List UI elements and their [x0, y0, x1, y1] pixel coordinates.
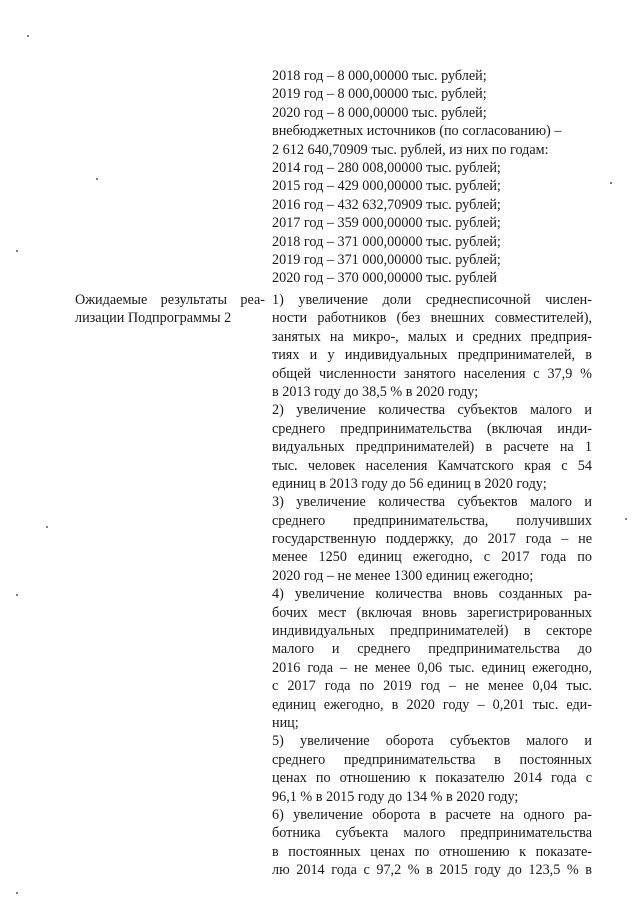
funding-line-line: 2018 год – 371 000,00000 тыс. рублей; — [272, 233, 501, 250]
result-line-line: 3) увеличение количества субъектов малого и — [272, 494, 592, 511]
scan-speck — [16, 892, 18, 894]
funding-line-line: 2016 год – 432 632,70909 тыс. рублей; — [272, 196, 501, 213]
result-line-line: тыс. человек населения Камчатского края с 54 — [272, 457, 592, 474]
funding-line-line: 2017 год – 359 000,00000 тыс. рублей; — [272, 215, 501, 232]
result-line-line: 96,1 % в 2015 году до 134 % в 2020 году; — [272, 788, 519, 805]
scan-speck — [625, 518, 627, 520]
result-line-line: 2) увеличение количества субъектов малого и — [272, 402, 592, 419]
scan-speck — [16, 594, 18, 596]
result-line-line: 2020 год – не менее 1300 единиц ежегодно; — [272, 567, 534, 584]
scan-speck — [610, 182, 612, 184]
scan-speck — [27, 35, 29, 37]
result-line-line: в 2013 году до 38,5 % в 2020 году; — [272, 383, 479, 400]
result-line-line: малого и среднего предпринимательства до — [272, 641, 592, 658]
result-line-line: государственную поддержку, до 2017 года – не — [272, 531, 592, 548]
result-line-line: среднего предпринимательства в постоянных — [272, 751, 592, 768]
funding-line-line: 2020 год – 8 000,00000 тыс. рублей; — [272, 104, 487, 121]
funding-line-line: 2020 год – 370 000,00000 тыс. рублей — [272, 270, 497, 287]
result-line-line: занятых на микро-, малых и средних предприя- — [272, 328, 592, 345]
result-line-line: единиц ежегодно, в 2020 году – 0,201 тыс. еди- — [272, 696, 592, 713]
result-line-line: общей численности занятого населения с 37,9 % — [272, 365, 592, 382]
result-line-line: 4) увеличение количества вновь созданных ра- — [272, 586, 592, 603]
result-line-line: менее 1250 единиц ежегодно, с 2017 года по — [272, 549, 592, 566]
result-line-line: среднего предпринимательства (включая инди- — [272, 420, 592, 437]
funding-sources-block — [272, 67, 592, 288]
result-line-line: 2016 года – не менее 0,06 тыс. единиц ежегодно, — [272, 659, 592, 676]
expected-results-block — [272, 291, 592, 880]
result-line-line: бочих мест (включая вновь зарегистрированных — [272, 604, 592, 621]
result-line-line: с 2017 года по 2019 год – не менее 0,04 тыс. — [272, 678, 592, 695]
result-line-line: ценах по отношению к показателю 2014 года с — [272, 770, 592, 787]
scan-speck — [46, 526, 48, 528]
scan-speck — [16, 250, 18, 252]
funding-line-line: 2014 год – 280 008,00000 тыс. рублей; — [272, 159, 501, 176]
result-line-line: 5) увеличение оборота субъектов малого и — [272, 733, 592, 750]
funding-line-line: 2015 год – 429 000,00000 тыс. рублей; — [272, 178, 501, 195]
result-line-line: ности работников (без внешних совместителей), — [272, 310, 592, 327]
result-line-line: 6) увеличение оборота в расчете на одного ра- — [272, 806, 592, 823]
result-line-line: лю 2014 года с 97,2 % в 2015 году до 123,5 % в — [272, 862, 592, 879]
section-label — [75, 291, 265, 328]
funding-line-line: 2 612 640,70909 тыс. рублей, из них по годам: — [272, 141, 549, 158]
result-line-line: единиц в 2013 году до 56 единиц в 2020 году; — [272, 475, 547, 492]
scan-speck — [96, 178, 98, 180]
result-line-line: ниц; — [272, 714, 299, 731]
result-line-line: индивидуальных предпринимателей) в секторе — [272, 623, 592, 640]
funding-line-line: 2019 год – 371 000,00000 тыс. рублей; — [272, 251, 501, 268]
result-line-line: ботника субъекта малого предпринимательства — [272, 825, 592, 842]
funding-line-line: внебюджетных источников (по согласованию) – — [272, 123, 562, 140]
section-label-line-line: Ожидаемые результаты реа- — [75, 292, 265, 308]
result-line-line: среднего предпринимательства, получивших — [272, 512, 592, 529]
funding-line-line: 2018 год – 8 000,00000 тыс. рублей; — [272, 68, 487, 84]
result-line-line: тиях и у индивидуальных предпринимателей, в — [272, 347, 592, 364]
section-label-line-line: лизации Подпрограммы 2 — [75, 310, 232, 327]
funding-line-line: 2019 год – 8 000,00000 тыс. рублей; — [272, 86, 487, 103]
result-line-line: 1) увеличение доли среднесписочной числен- — [272, 292, 592, 308]
result-line-line: видуальных предпринимателей) в расчете на 1 — [272, 439, 592, 456]
result-line-line: в постоянных ценах по отношению к показате- — [272, 843, 592, 860]
